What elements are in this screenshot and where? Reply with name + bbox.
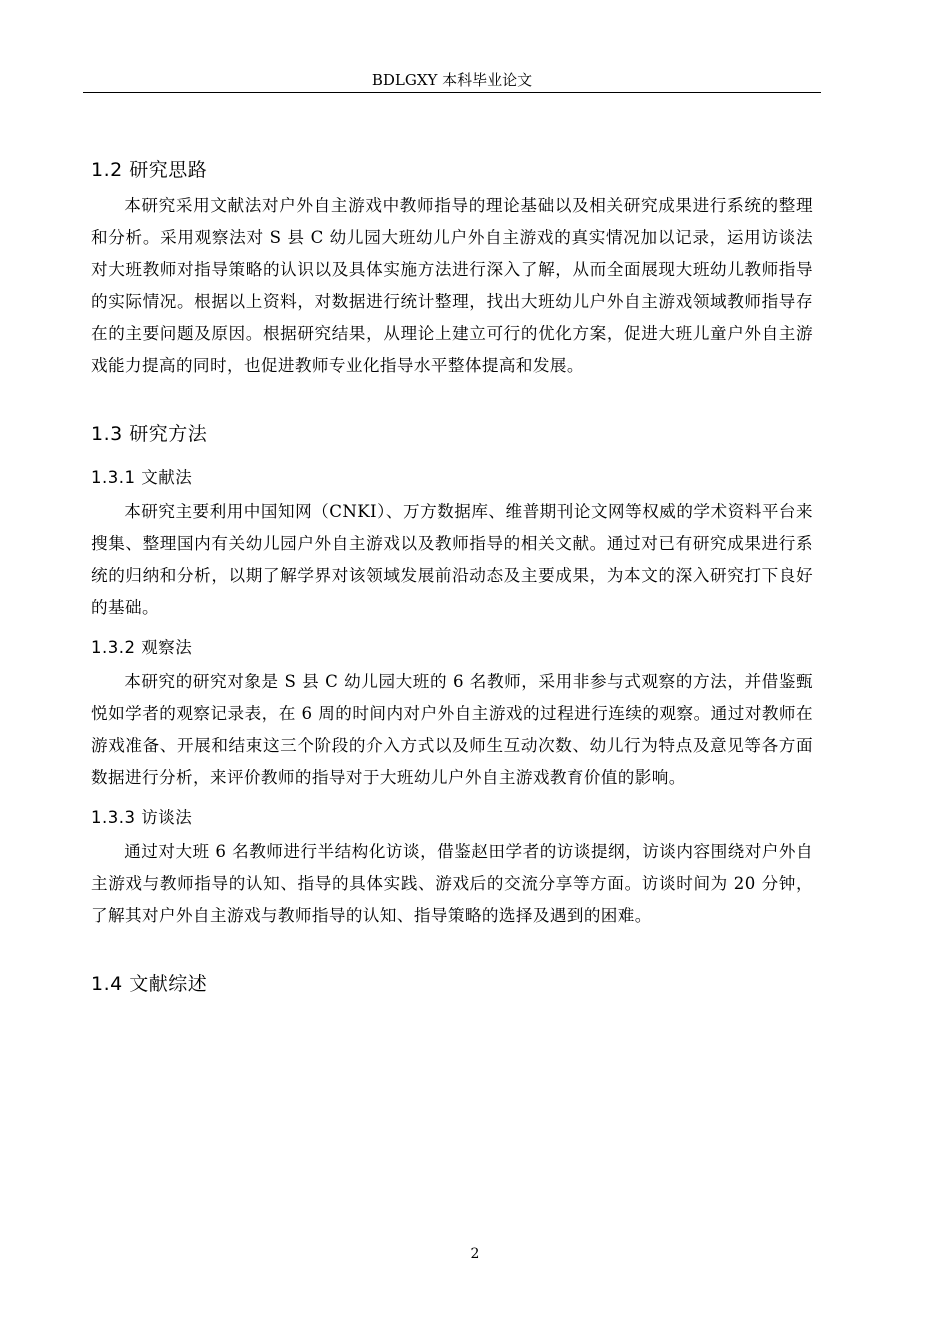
header-rule <box>83 92 821 93</box>
running-header: BDLGXY 本科毕业论文 <box>371 71 533 89</box>
paragraph-1-3-2: 本研究的研究对象是 S 县 C 幼儿园大班的 6 名教师，采用非参与式观察的方法，并借鉴甄悦如学者的观察记录表，在 6 周的时间内对户外自主游戏的过程进行连续的观察。通过对教师在游戏准备、开展和结束这三个阶段的介入方式以及师生互动次数、幼儿行为特点及意见等各方面数据进行分析，来评价教师的指导对于大班幼儿户外自主游戏教育价值的影响。 <box>91 672 813 787</box>
heading-1-3-1: 1.3.1 文献法 <box>91 468 193 487</box>
paragraph-1-3-3: 通过对大班 6 名教师进行半结构化访谈，借鉴赵田学者的访谈提纲，访谈内容围绕对户外自主游戏与教师指导的认知、指导的具体实践、游戏后的交流分享等方面。访谈时间为 20 分钟，了解其对户外自主游戏与教师指导的认知、指导策略的选择及遇到的困难。 <box>91 842 813 925</box>
heading-1-4: 1.4 文献综述 <box>91 973 208 995</box>
page-number: 2 <box>470 1246 480 1262</box>
spacer <box>91 932 813 964</box>
paragraph-1-2: 本研究采用文献法对户外自主游戏中教师指导的理论基础以及相关研究成果进行系统的整理和分析。采用观察法对 S 县 C 幼儿园大班幼儿户外自主游戏的真实情况加以记录，运用访谈法对大班教师对指导策略的认识以及具体实施方法进行深入了解，从而全面展现大班幼儿教师指导的实际情况。根据以上资料，对数据进行统计整理，找出大班幼儿户外自主游戏领域教师指导存在的主要问题及原因。根据研究结果，从理论上建立可行的优化方案，促进大班儿童户外自主游戏能力提高的同时，也促进教师专业化指导水平整体提高和发展。 <box>91 196 813 375</box>
heading-1-3: 1.3 研究方法 <box>91 423 208 445</box>
page-content <box>91 150 813 1004</box>
paragraph-1-3-1: 本研究主要利用中国知网（CNKI）、万方数据库、维普期刊论文网等权威的学术资料平台来搜集、整理国内有关幼儿园户外自主游戏以及教师指导的相关文献。通过对已有研究成果进行系统的归纳和分析，以期了解学界对该领域发展前沿动态及主要成果，为本文的深入研究打下良好的基础。 <box>91 502 813 617</box>
heading-1-3-2: 1.3.2 观察法 <box>91 638 193 657</box>
heading-1-3-3: 1.3.3 访谈法 <box>91 808 193 827</box>
heading-1-2: 1.2 研究思路 <box>91 159 208 181</box>
spacer <box>91 382 813 414</box>
